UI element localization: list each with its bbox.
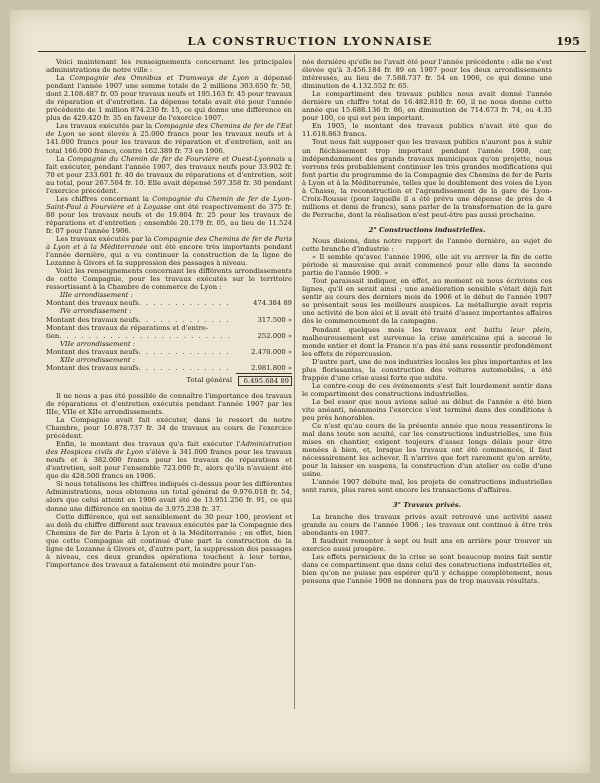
paragraph: Il ne nous a pas été possible de connaître l'importance des travaux de réparations et d'entretien exécutés pendant l'année 1907 par les IIIe, VIIe et XIIe arrondissements. <box>46 391 292 416</box>
paragraph: La branche des travaux privés avait retrouvé une activité assez grande au cours de l'année 1906 ; les travaux ont continué à être très abondants en 1907. <box>302 512 552 537</box>
total-row: Total général 6.495.684 89 <box>46 376 292 386</box>
paragraph: Pendant quelques mois les travaux ont battu leur plein, malheureusement est survenue la crise américaine qui a secoué le monde entier et dont la France n'a pas été sans ressentir profondément les effets de répercussion. <box>302 325 552 358</box>
paragraph: née dernière qu'elle ne l'avait été pour l'année précédente : elle ne s'est élevée qu'à 3.456.184 fr. 89 en 1907 pour les deux arrondissements intéressés, au lieu de 7.588.737 fr. 54 en 1906, ce qui donne une diminution de 4.132.552 fr. 65. <box>302 58 552 91</box>
arrondissement-heading: IVe arrondissement : <box>60 307 132 316</box>
column-divider <box>294 54 295 709</box>
paragraph: Le compartiment des travaux publics nous avait donné l'année dernière un chiffre total de 16.482.810 fr. 60, il ne nous donne cette année que 15.688.136 fr. 86, en diminution de 714.673 fr. 74, ou 4.35 pour 100, ce qui est peu important. <box>302 90 552 123</box>
paragraph: Le bel essor que nous avions salué au début de l'année a été bien vite anéanti, néanmoins l'exercice s'est terminé dans des conditions à peu près honorables. <box>302 397 552 423</box>
paragraph: Les travaux exécutés par la Compagnie des Chemins de fer de Paris à Lyon et à la Méditerranée ont été encore très importants pendant l'année dernière, qui a vu continuer la construction de la ligne de Lozanne à Givors et la suppression des passages à niveau. <box>46 235 292 268</box>
paragraph: Cette différence, qui est sensiblement de 30 pour 100, provient et au delà du chiffre différent aux travaux exécutés par la Compagnie des Chemins de fer de Paris à Lyon et à la Méditerranée ; en effet, bien que cette Compagnie ait continué d'une part la construction de la ligne de Lozanne à Givors et, d'autre part, la suppression des passages à niveau, ces deux grandes opérations touchent à leur terme, l'importance des travaux a fatalement été moindre pour l'an- <box>46 512 292 569</box>
right-column <box>302 58 552 585</box>
paragraph: Voici maintenant les renseignements concernant les principales administrations de notre ville : <box>46 58 292 75</box>
paragraph: La Compagnie avait fait exécuter, dans le ressort de notre Chambre, pour 10.878.737 fr. 34 de travaux au cours de l'exercice précédent. <box>46 416 292 441</box>
paragraph: Ce n'est qu'au cours de la présente année que nous ressentirons le mal dans toute son acuité, car les constructions industrielles, une fois mises en chantier, exigent toujours d'assez longs délais pour être menées à bien, et, lorsque les travaux ont été commencés, il faut nécessairement les achever. Il n'arrive que fort rarement qu'on arrête, pour la laisser en suspens, la construction d'un atelier ou celle d'une usine. <box>302 422 552 479</box>
left-column <box>46 58 292 569</box>
table-row: tien . . . 252.000 » <box>46 332 292 340</box>
header-rule <box>38 51 586 52</box>
journal-title: LA CONSTRUCTION LYONNAISE <box>187 34 433 48</box>
arrondissement-heading: VIIe arrondissement : <box>60 339 136 348</box>
paragraph: La Compagnie des Omnibus et Tramways de Lyon a dépensé pendant l'année 1907 une somme totale de 2 millions 303.650 fr. 50, dont 2.108.487 fr. 05 pour travaux neufs et 195.163 fr. 45 pour travaux de réparation et d'entretien. La dépense totale avait été pour l'année précédente de 1 million 874.230 fr. 15, ce qui donne une différence en plus de 429.420 fr. 35 en faveur de l'exercice 1907. <box>46 74 293 123</box>
sum-rule <box>236 373 292 374</box>
paragraph: « Il semble qu'avec l'année 1906, elle ait vu arriver la fin de cette période si mauvaise qui avait commencé pour elle dans la seconde partie de l'année 1900. » <box>302 253 552 278</box>
paragraph: L'année 1907 débute mal, les projets de constructions industrielles sont rares, plus rares sont encore les transactions d'affaires. <box>302 478 552 495</box>
table-row: Montant des travaux neufs . . . 2.981.800 » <box>46 364 292 372</box>
paragraph: Le contre-coup de ces événements s'est fait lourdement sentir dans le compartiment des constructions industrielles. <box>302 381 552 398</box>
paragraph: Les effets pernicieux de la crise se sont beaucoup moins fait sentir dans ce compartiment que dans celui des constructions industrielles et, bien qu'on ne puisse pas espérer qu'il y échappe complètement, nous pensons que l'année 1908 ne donnera pas de trop mauvais résultats. <box>302 552 552 585</box>
paragraph: Tout nous fait supposer que les travaux publics n'auront pas à subir un fléchissement trop important pendant l'année 1908, car, indépendamment des grands travaux municipaux qu'on projette, nous verrons très probablement continuer les très grandes modifications qui font partie du programme de la Compagnie des Chemins de fer de Paris à Lyon et à la Méditerranée, telles que le doublement des voies de Lyon à Chasse, la reconstruction et l'agrandissement de la gare de Lyon-Croix-Rousse (pour laquelle il a été prévu une dépense de près de 4 millions et demi de francs), sans parler de la transformation de la gare de Perrache, dont la réalisation n'est peut-être pas aussi prochaine. <box>302 138 552 219</box>
paragraph: En 1905, le montant des travaux publics n'avait été que de 11.618.863 francs. <box>302 122 552 139</box>
expense-table <box>46 291 292 386</box>
paragraph: Les travaux exécutés par la Compagnie des Chemins de fer de l'Est de Lyon se sont élevés à 25.000 francs pour les travaux neufs et à 141.000 francs pour les travaux de réparation et d'entretien, soit au total 166.000 francs, contre 162.389 fr. 73 en 1906. <box>46 122 292 155</box>
paragraph: Voici les renseignements concernant les différents arrondissements de cette Compagnie, pour les travaux exécutés sur le territoire ressortissant à la Chambre de commerce de Lyon : <box>46 267 292 292</box>
paragraph: La Compagnie du Chemin de fer de Fourvière et Ouest-Lyonnais a fait exécuter, pendant l'année 1907, des travaux neufs pour 33.902 fr. 70 et pour 233.601 fr. 40 de travaux de réparations et d'entretien, soit au total, pour 267.504 fr. 10. Elle avait dépensé 597.358 fr. 30 pendant l'exercice précédent. <box>46 154 292 195</box>
arrondissement-heading: XIIe arrondissement : <box>60 355 135 364</box>
paragraph: Enfin, le montant des travaux qu'a fait exécuter l'Administration des Hospices civils de Lyon s'élève à 341.000 francs pour les travaux neufs et à 382.000 francs pour les travaux de réparations et d'entretien, soit pour l'ensemble 723.000 fr., alors qu'ils n'avaient été que de 428.500 francs en 1906. <box>46 440 292 481</box>
table-row: Montant des travaux neufs . . . 317.500 » <box>46 316 292 324</box>
paragraph: Nous disions, dans notre rapport de l'année dernière, au sujet de cette branche d'industrie : <box>302 236 552 254</box>
table-row: Montant des travaux neufs . . . 2.470.000 » <box>46 348 292 356</box>
page <box>10 10 590 773</box>
arrondissement-heading: IIIe arrondissement : <box>60 291 133 300</box>
table-row: Montant des travaux de réparations et d'entre- <box>46 323 209 332</box>
page-number: 195 <box>555 34 580 48</box>
paragraph: Si nous totalisons les chiffres indiqués ci-dessus pour les différentes Administrations, nous obtenons un total général de 9.976.018 fr. 54, alors que celui atteint en 1906 avait été de 13.951.256 fr. 91, ce qui donne une différence en moins de 3.975.238 fr. 37. <box>46 480 292 513</box>
paragraph: Tout paraissait indiquer, en effet, au moment où nous écrivions ces lignes, qu'il en serait ainsi ; une amélioration sensible s'était déjà fait sentir au cours des derniers mois de 1906 et le début de l'année 1907 se présentait sous les meilleurs auspices. La métallurgie avait repris une activité de bon aloi et il avait été traité d'assez importantes affaires dès le commencement de la campagne. <box>302 277 552 326</box>
total-value: 6.495.684 89 <box>238 376 292 386</box>
paragraph: D'autre part, une de nos industries locales les plus importantes et les plus florissantes, la construction des voitures automobiles, a été frappée d'une crise aussi forte que subite. <box>302 357 552 382</box>
paragraph: Il faudrait remonter à sept ou huit ans en arrière pour trouver un exercice aussi prospère. <box>302 536 552 553</box>
table-row: Montant des travaux neufs . . . 474.384 89 <box>46 299 292 307</box>
section-heading: 2° Constructions industrielles. <box>368 225 486 234</box>
paragraph: Les chiffres concernant la Compagnie du Chemin de fer de Lyon-Saint-Paul à Fourvière et à Loyasse ont été respectivement de 375 fr. 80 pour les travaux neufs et de 19.804 fr. 25 pour les travaux de réparations et d'entretien ; ensemble 20.179 fr. 05, au lieu de 11.524 fr. 07 pour l'année 1906. <box>46 194 293 235</box>
section-heading: 3° Travaux privés. <box>392 501 462 510</box>
